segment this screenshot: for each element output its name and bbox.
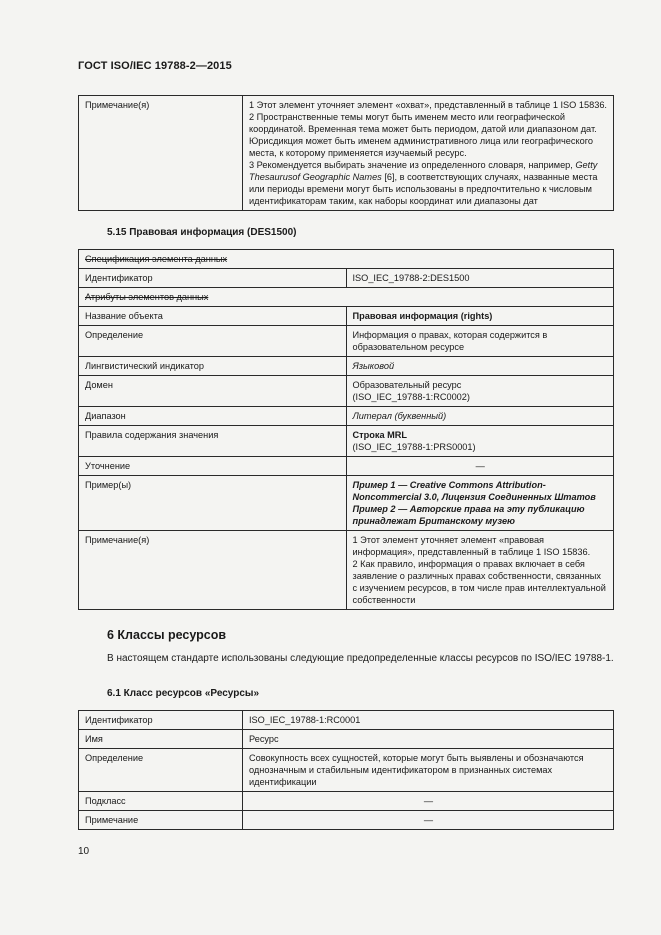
section-heading-6: 6 Классы ресурсов (107, 628, 227, 642)
row-value: ISO_IEC_19788-1:RC0001 (243, 711, 614, 730)
row-label: Имя (79, 730, 243, 749)
row-value (346, 476, 614, 531)
row-value: — (243, 792, 614, 811)
table-row (79, 407, 614, 426)
row-label: Примечание (79, 811, 243, 830)
table-row (79, 96, 614, 211)
table-row (79, 531, 614, 610)
row-label: Уточнение (79, 457, 347, 476)
table-row (79, 457, 614, 476)
table-row (79, 749, 614, 792)
row-label: Пример(ы) (79, 476, 347, 531)
note-2: 2 Как правило, информация о правах включает в себя заявление о различных правах собственности, связанных с изучением ресурсов, в том числе прав интеллектуальной собственности (352, 559, 606, 605)
table-row (79, 326, 614, 357)
note-3: 3 Рекомендуется выбирать значение из определенного словаря, например, Getty Thesaurusof Geographic Names [6], в соответствующих случаях, названные места или периоды времени могут быть использованы в предпочтительно к числовым идентификаторам таким, как наборы координат или диапазоны дат (249, 160, 598, 206)
note-1: 1 Этот элемент уточняет элемент «охват», представленный в таблице 1 ISO 15836. (249, 100, 607, 110)
row-label: Подкласс (79, 792, 243, 811)
table-row (79, 269, 614, 288)
row-label: Правила содержания значения (79, 426, 347, 457)
row-value: Образовательный ресурс (ISO_IEC_19788-1:RC0002) (346, 376, 614, 407)
row-value: Правовая информация (rights) (346, 307, 614, 326)
row-label: Примечание(я) (79, 531, 347, 610)
table-row (79, 711, 614, 730)
notes-content (243, 96, 614, 211)
row-value (346, 531, 614, 610)
row-label: Определение (79, 749, 243, 792)
table-row (79, 476, 614, 531)
table-row (79, 357, 614, 376)
row-label: Идентификатор (79, 269, 347, 288)
row-label: Название объекта (79, 307, 347, 326)
document-header: ГОСТ ISO/IEC 19788-2—2015 (78, 60, 232, 72)
section-6-paragraph: В настоящем стандарте использованы следующие предопределенные классы ресурсов по ISO/IEC 19788-1. (107, 653, 614, 664)
table-row (79, 376, 614, 407)
attr-header: Атрибуты элементов данных (79, 288, 614, 307)
note-1: 1 Этот элемент уточняет элемент «правовая информация», представленный в таблице 1 ISO 15836. (352, 535, 591, 557)
row-value: — (243, 811, 614, 830)
row-value: Совокупность всех сущностей, которые могут быть выявлены и обозначаются однозначным и стабильным идентификатором в признанных системах идентификации (243, 749, 614, 792)
row-label: Идентификатор (79, 711, 243, 730)
row-value: Строка MRL (ISO_IEC_19788-1:PRS0001) (346, 426, 614, 457)
row-value: — (346, 457, 614, 476)
table-row (79, 811, 614, 830)
row-label: Домен (79, 376, 347, 407)
row-value: Литерал (буквенный) (346, 407, 614, 426)
spec-header: Спецификация элемента данных (79, 250, 614, 269)
row-label: Диапазон (79, 407, 347, 426)
note-2: 2 Пространственные темы могут быть именем место или географической координатой. Временная тема может быть периодом, датой или диапазоном дат. Юрисдикция может быть именем административного лица или географического места, к которому применяется изучаемый ресурс. (249, 112, 597, 158)
table-row (79, 792, 614, 811)
notes-label: Примечание(я) (79, 96, 243, 211)
table-row (79, 426, 614, 457)
notes-continuation-table (78, 95, 614, 211)
row-value: ISO_IEC_19788-2:DES1500 (346, 269, 614, 288)
row-label: Определение (79, 326, 347, 357)
table-row (79, 730, 614, 749)
resource-class-table (78, 710, 614, 830)
section-heading-6-1: 6.1 Класс ресурсов «Ресурсы» (107, 688, 260, 699)
page-number: 10 (78, 846, 90, 857)
example-1: Пример 1 — Creative Commons Attribution-Noncommercial 3.0, Лицензия Соединенных Штатов (352, 480, 596, 502)
table-row (79, 288, 614, 307)
row-value: Языковой (346, 357, 614, 376)
row-value: Ресурс (243, 730, 614, 749)
row-value: Информация о правах, которая содержится в образовательном ресурсе (346, 326, 614, 357)
row-label: Лингвистический индикатор (79, 357, 347, 376)
table-row (79, 307, 614, 326)
rights-element-table (78, 249, 614, 610)
table-row (79, 250, 614, 269)
section-heading-5-15: 5.15 Правовая информация (DES1500) (107, 227, 297, 238)
example-2: Пример 2 — Авторские права на эту публикацию принадлежат Британскому музею (352, 504, 585, 526)
